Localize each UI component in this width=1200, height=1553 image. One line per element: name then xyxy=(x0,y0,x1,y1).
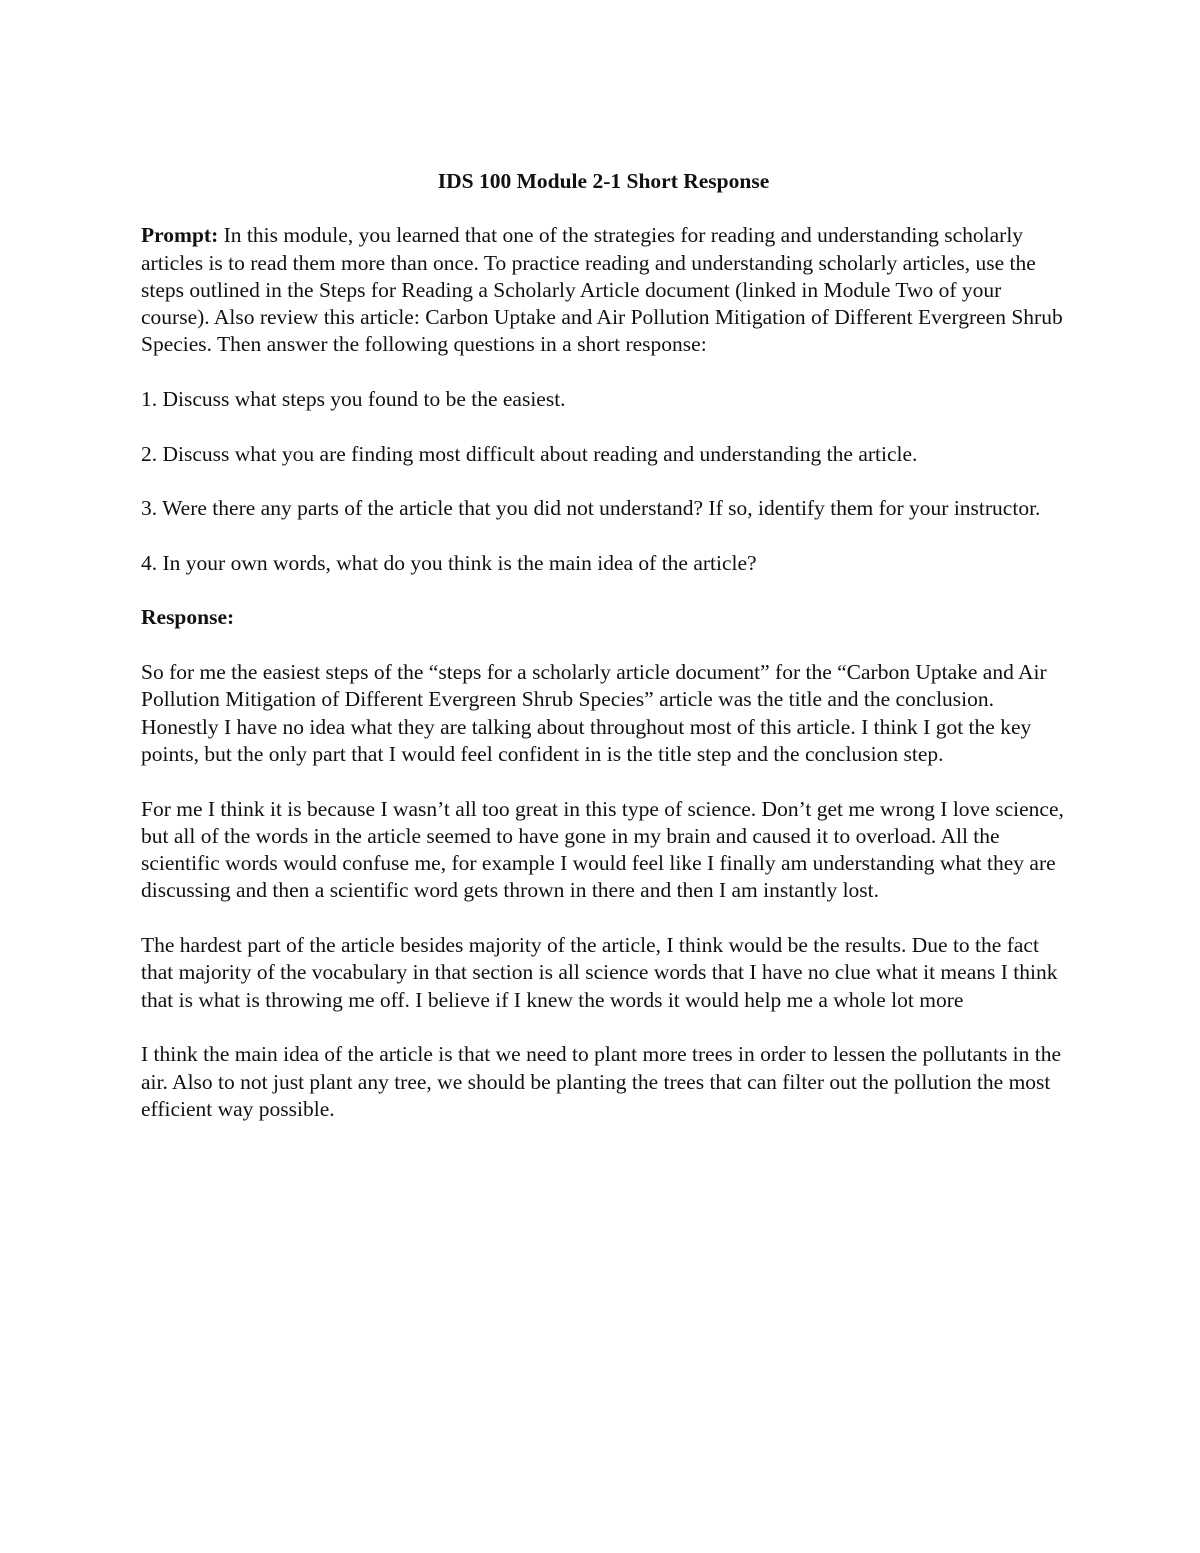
response-heading: Response: xyxy=(141,605,235,630)
response-paragraph-2: For me I think it is because I wasn’t all too great in this type of science. Don’t get me wrong I love science, but all of the words in the article seemed to have gone in my brain and caused it to overload. All the scientific words would confuse me, for example I would feel like I finally am understanding what they are discussing and then a scientific word gets thrown in there and then I am instantly lost. xyxy=(141,796,1064,903)
question-4: 4. In your own words, what do you think is the main idea of the article? xyxy=(141,550,757,575)
question-1: 1. Discuss what steps you found to be the easiest. xyxy=(141,387,566,412)
document-title: IDS 100 Module 2-1 Short Response xyxy=(437,169,770,193)
response-paragraph-1: So for me the easiest steps of the “steps for a scholarly article document” for the “Carbon Uptake and Air Pollution Mitigation of Different Evergreen Shrub Species” article was the title and the conclusion. Honestly I have no idea what they are talking about throughout most of this article. I think I got the key points, but the only part that I would feel confident in is the title step and the conclusion step. xyxy=(141,660,1047,766)
prompt-label: Prompt: xyxy=(141,223,219,248)
response-paragraph-4: I think the main idea of the article is that we need to plant more trees in order to lessen the pollutants in the air. Also to not just plant any tree, we should be planting the trees that can filter out the pollution the most efficient way possible. xyxy=(141,1042,1062,1121)
question-3: 3. Were there any parts of the article that you did not understand? If so, identify them for your instructor. xyxy=(141,496,1041,521)
document-body xyxy=(141,168,1066,1150)
prompt-paragraph xyxy=(141,222,1066,358)
response-paragraph-3: The hardest part of the article besides majority of the article, I think would be the results. Due to the fact that majority of the vocabulary in that section is all science words that I have no clue what it means I think that is what is throwing me off. I believe if I knew the words it would help me a whole lot more xyxy=(141,933,1058,1012)
prompt-text: In this module, you learned that one of the strategies for reading and understanding scholarly articles is to read them more than once. To practice reading and understanding scholarly articles, use the steps outlined in the Steps for Reading a Scholarly Article document (linked in Module Two of your course). Also review this article: Carbon Uptake and Air Pollution Mitigation of Different Evergreen Shrub Species. Then answer the following questions in a short response: xyxy=(141,223,1063,357)
question-2: 2. Discuss what you are finding most difficult about reading and understanding the article. xyxy=(141,441,918,466)
